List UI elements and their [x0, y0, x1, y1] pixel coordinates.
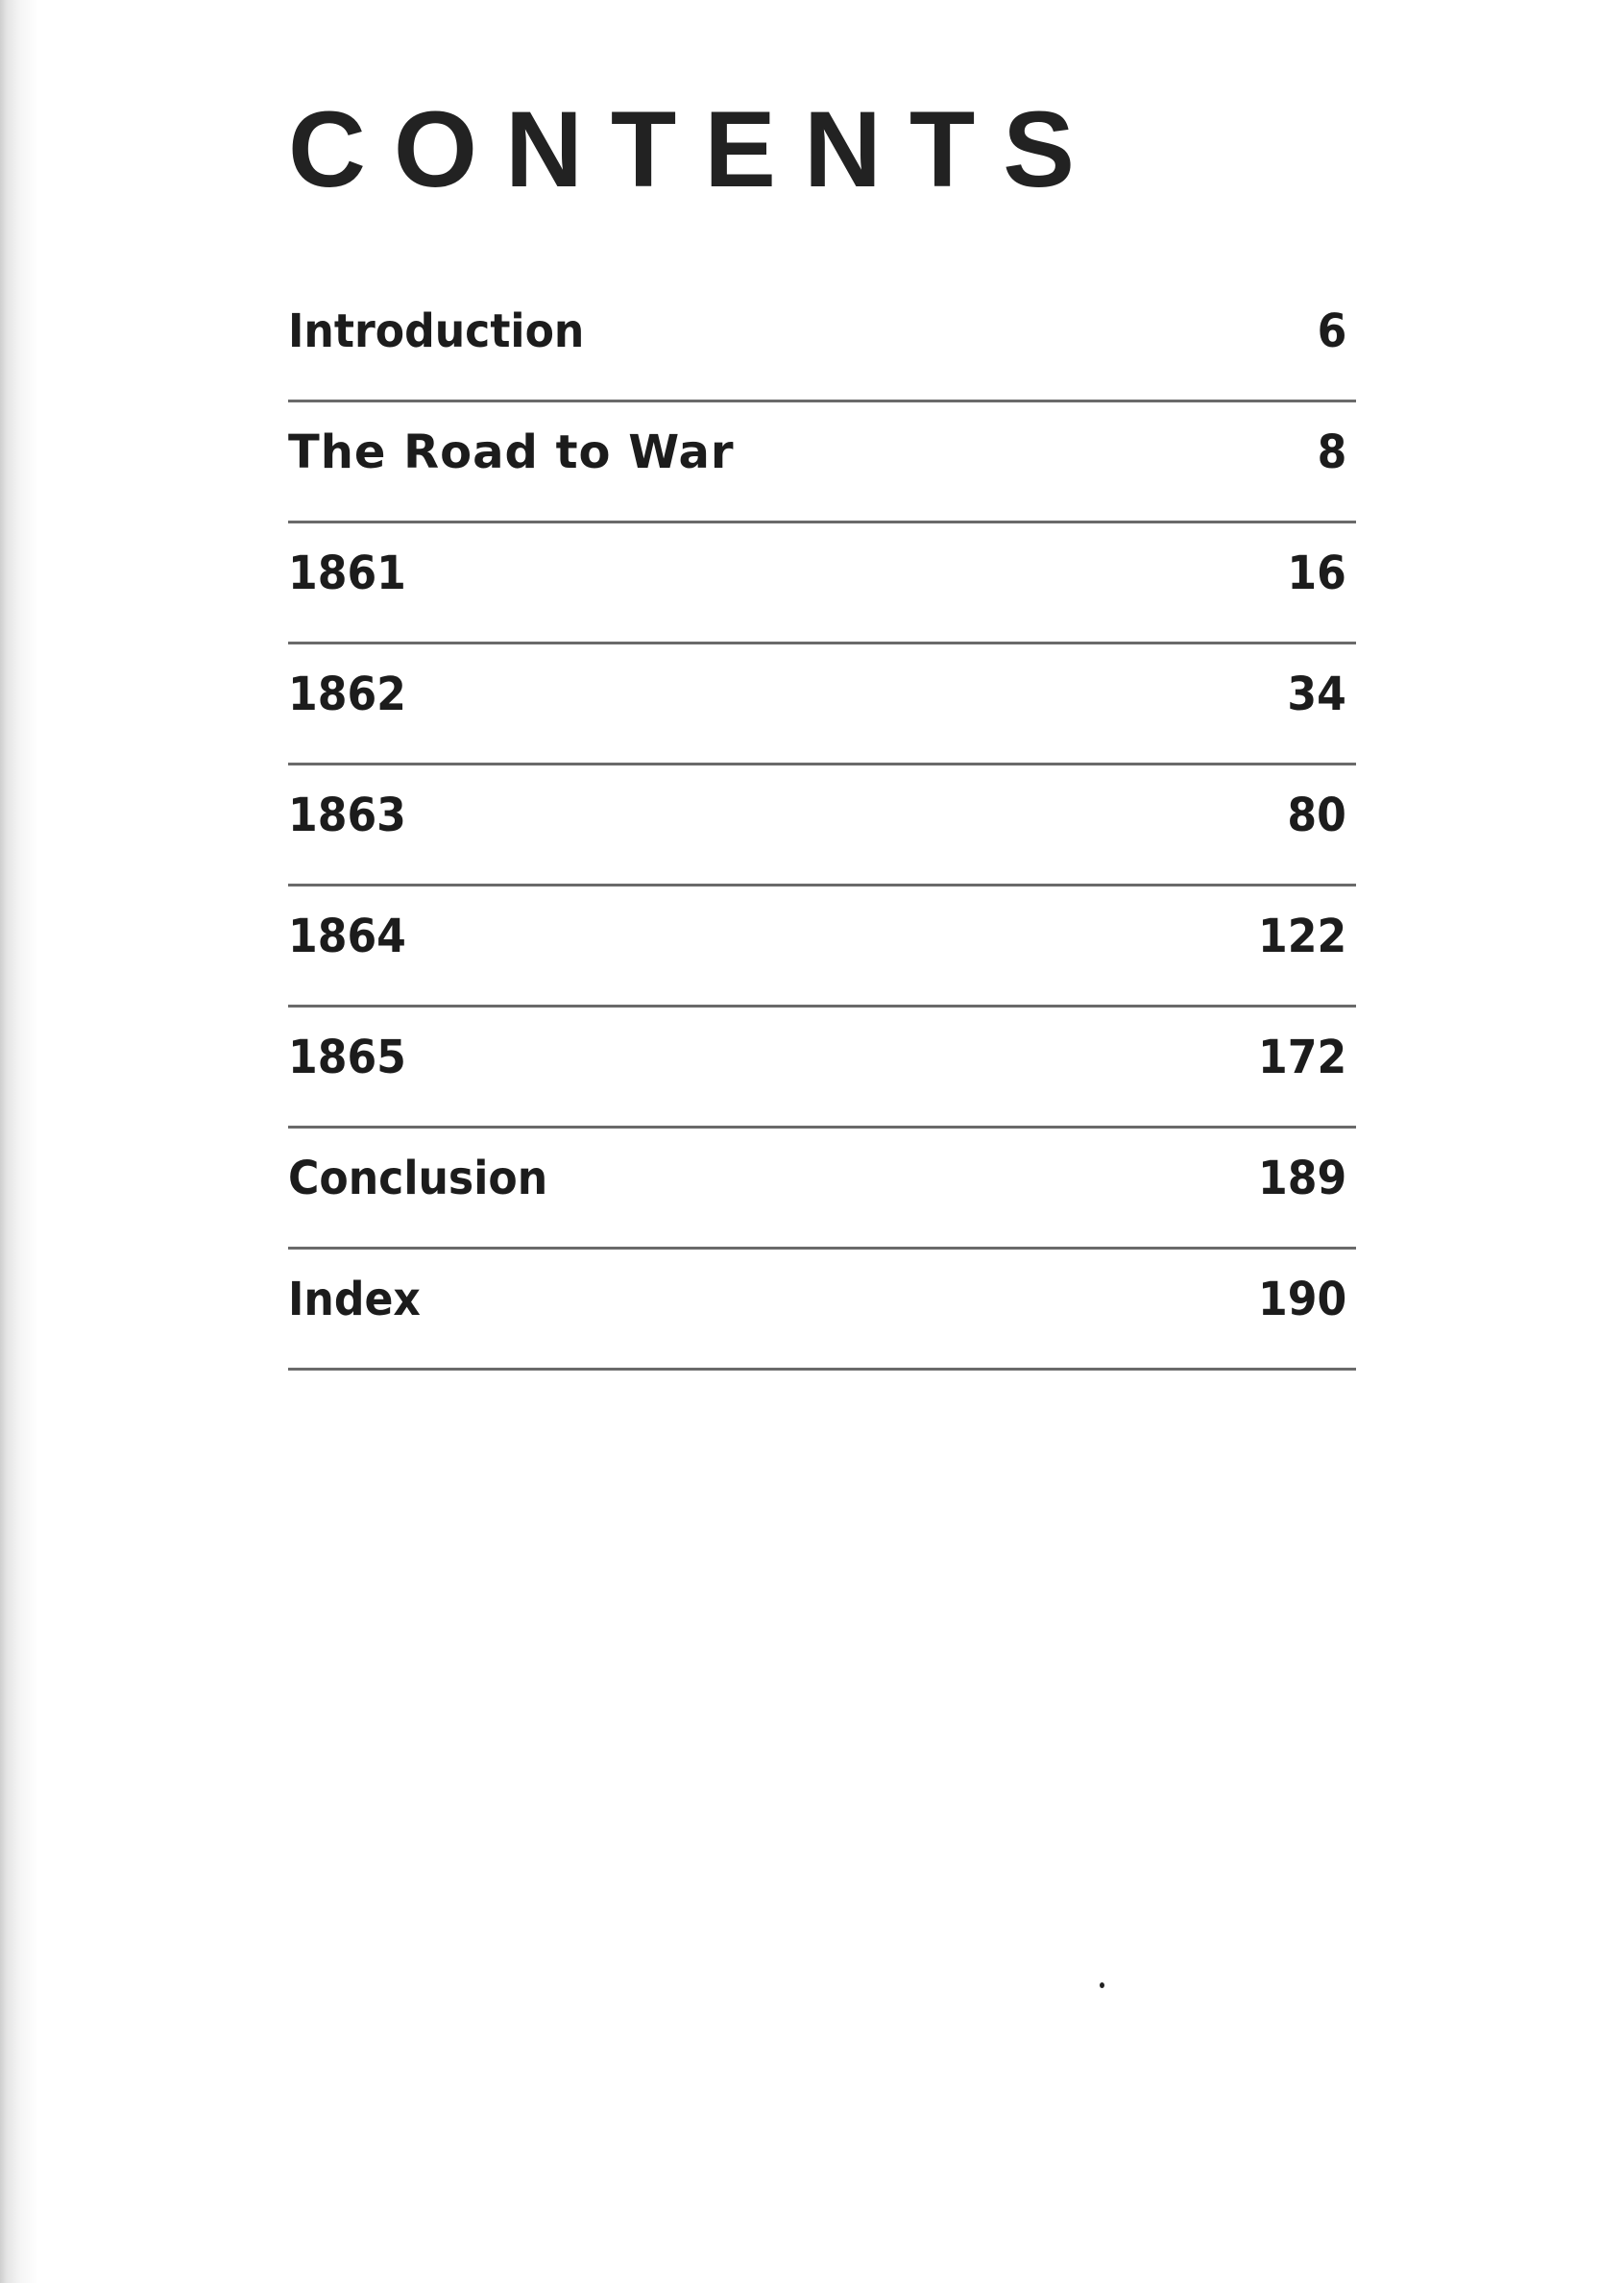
- contents-heading: CONTENTS: [288, 89, 1103, 209]
- toc-entry-introduction: [288, 281, 1356, 402]
- toc-entry-page-number: 190: [1257, 1273, 1346, 1326]
- toc-entry-page-number: 122: [1257, 910, 1346, 963]
- toc-entry-page-number: 8: [1317, 425, 1346, 479]
- toc-entry-1863: [288, 765, 1356, 886]
- table-of-contents: [288, 281, 1356, 1371]
- toc-entry-label: 1865: [288, 1031, 406, 1084]
- toc-entry-label: 1863: [288, 789, 406, 842]
- binding-shadow: [0, 0, 38, 2283]
- toc-entry-page-number: 34: [1287, 668, 1346, 721]
- toc-entry-1865: [288, 1008, 1356, 1129]
- toc-entry-1862: [288, 644, 1356, 765]
- toc-entry-page-number: 6: [1317, 304, 1346, 358]
- toc-entry-road-to-war: [288, 402, 1356, 523]
- toc-entry-label: Index: [288, 1273, 421, 1326]
- toc-entry-page-number: 172: [1257, 1031, 1346, 1084]
- toc-entry-label: Conclusion: [288, 1152, 548, 1205]
- toc-entry-index: [288, 1250, 1356, 1371]
- toc-entry-label: Introduction: [288, 304, 585, 358]
- toc-entry-label: 1864: [288, 910, 406, 963]
- toc-entry-page-number: 16: [1287, 546, 1346, 600]
- toc-entry-label: The Road to War: [288, 425, 735, 479]
- toc-entry-page-number: 189: [1257, 1152, 1346, 1205]
- toc-entry-1864: [288, 886, 1356, 1008]
- paper-speck: [1100, 1982, 1104, 1988]
- toc-entry-page-number: 80: [1287, 789, 1346, 842]
- toc-entry-conclusion: [288, 1129, 1356, 1250]
- toc-entry-label: 1861: [288, 546, 406, 600]
- toc-entry-label: 1862: [288, 668, 406, 721]
- toc-entry-1861: [288, 523, 1356, 644]
